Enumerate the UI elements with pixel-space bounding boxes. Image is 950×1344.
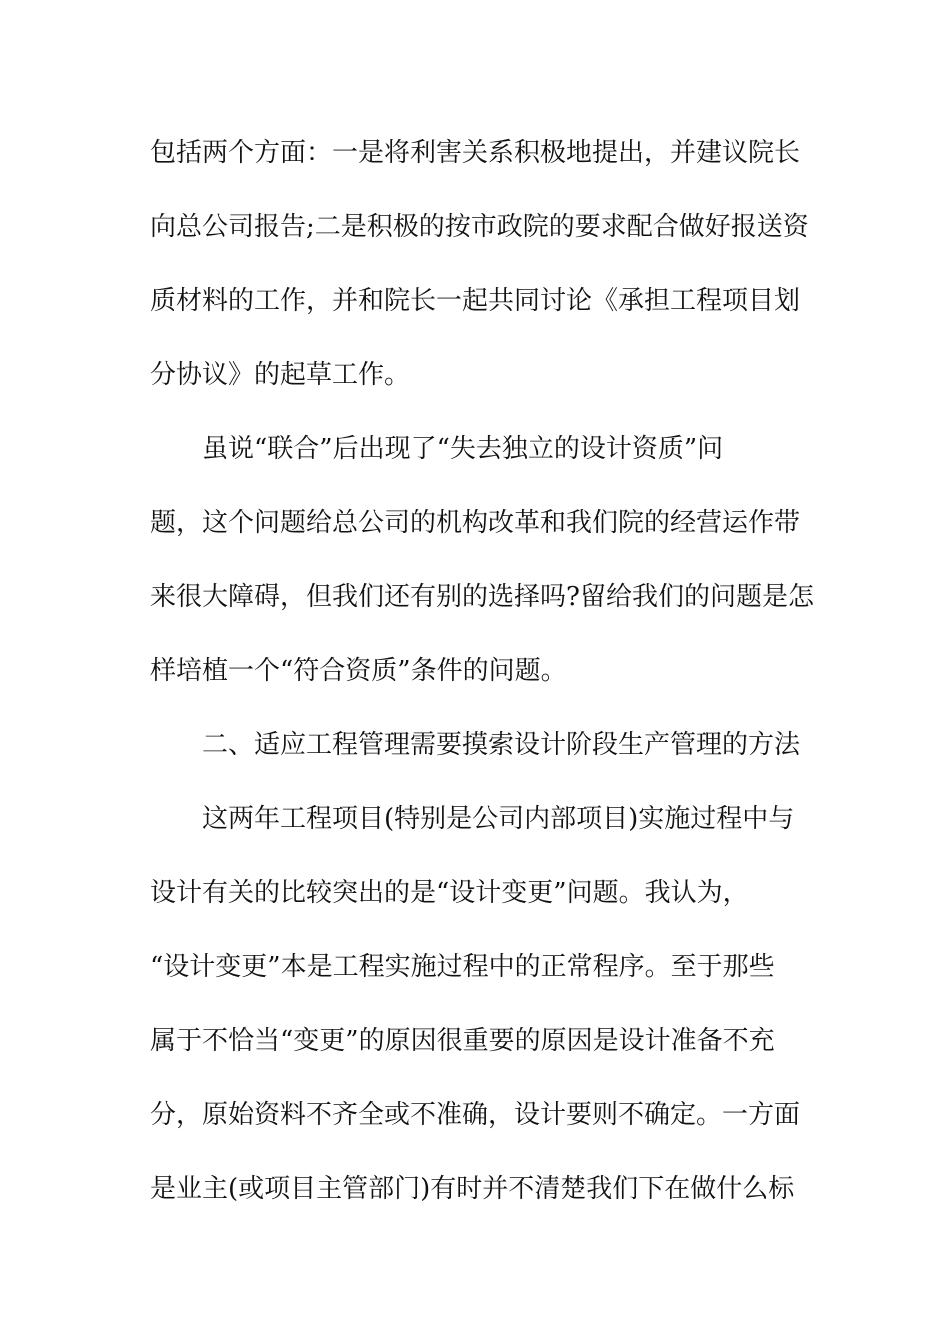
text-line-11: 设计有关的比较突出的是“设计变更”问题。我认为， [150,878,749,908]
text-line-13: 属于不恰当“变更”的原因很重要的原因是设计准备不充 [150,1026,775,1056]
text-line-2: 向总公司报告;二是积极的按市政院的要求配合做好报送资 [150,212,809,242]
text-line-7: 来很大障碍，但我们还有别的选择吗?留给我们的问题是怎 [150,582,814,612]
section-heading: 二、适应工程管理需要摸索设计阶段生产管理的方法 [202,730,801,760]
paragraph-start-line-10: 这两年工程项目(特别是公司内部项目)实施过程中与 [202,804,795,834]
text-line-4: 分协议》的起草工作。 [150,360,411,390]
text-line-15: 是业主(或项目主管部门)有时并不清楚我们下在做什么标 [150,1174,795,1204]
text-line-12: “设计变更”本是工程实施过程中的正常程序。至于那些 [150,952,775,982]
paragraph-start-line-5: 虽说“联合”后出现了“失去独立的设计资质”问 [202,434,724,464]
text-line-14: 分，原始资料不齐全或不准确，设计要则不确定。一方面 [150,1100,801,1130]
text-line-1: 包括两个方面：一是将利害关系积极地提出，并建议院长 [150,138,801,168]
text-line-8: 样培植一个“符合资质”条件的问题。 [150,656,567,686]
text-line-6: 题，这个问题给总公司的机构改革和我们院的经营运作带 [150,508,801,538]
text-line-3: 质材料的工作，并和院长一起共同讨论《承担工程项目划 [150,286,801,316]
